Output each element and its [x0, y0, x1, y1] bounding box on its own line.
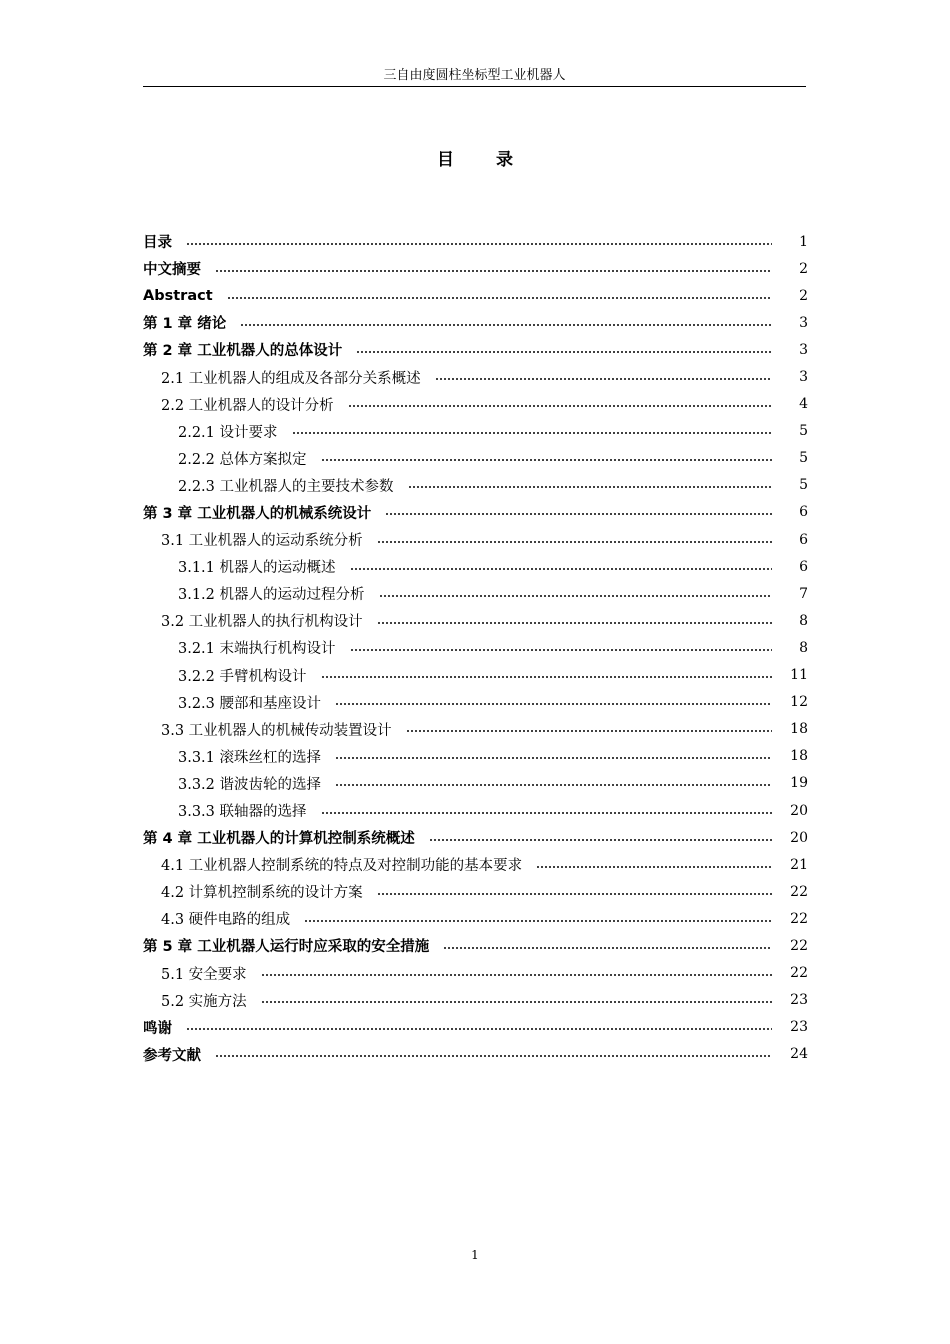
toc-entry-page: 8: [799, 639, 808, 656]
toc-entry-label: 3.2.2 手臂机构设计: [178, 668, 307, 685]
dot-leader: [261, 974, 772, 976]
dot-leader: [304, 920, 772, 922]
dot-leader: [379, 595, 772, 597]
toc-entry[interactable]: [143, 580, 808, 607]
toc-entry[interactable]: [143, 1014, 808, 1041]
toc-entry-label: 2.2.1 设计要求: [178, 424, 278, 441]
toc-entry-label: 3.1.1 机器人的运动概述: [178, 560, 336, 577]
toc-entry-page: 18: [790, 748, 808, 765]
dot-leader: [356, 351, 772, 353]
toc-entry-page: 3: [799, 369, 808, 386]
toc-entry-label: 鸣谢: [143, 1020, 172, 1037]
toc-entry-label: 2.2.2 总体方案拟定: [178, 451, 307, 468]
page-number: 1: [471, 1248, 479, 1262]
toc-entry[interactable]: [143, 255, 808, 282]
toc-entry-page: 5: [799, 450, 808, 467]
toc-entry[interactable]: [143, 282, 808, 309]
dot-leader: [186, 243, 772, 245]
toc-entry[interactable]: [143, 689, 808, 716]
toc-entry-page: 24: [790, 1046, 808, 1063]
toc-entry[interactable]: [143, 797, 808, 824]
toc-entry-label: 2.2.3 工业机器人的主要技术参数: [178, 478, 394, 495]
dot-leader: [321, 812, 772, 814]
toc-entry-label: 5.2 实施方法: [161, 993, 247, 1010]
toc-entry-label: 4.1 工业机器人控制系统的特点及对控制功能的基本要求: [161, 858, 523, 875]
toc-entry-page: 2: [799, 260, 808, 277]
dot-leader: [321, 676, 772, 678]
toc-entry-page: 1: [799, 233, 808, 250]
dot-leader: [261, 1001, 772, 1003]
toc-entry-label: 第 1 章 绪论: [143, 316, 227, 333]
toc-entry-page: 5: [799, 477, 808, 494]
toc-entry-label: 3.1 工业机器人的运动系统分析: [161, 533, 363, 550]
toc-entry[interactable]: [143, 662, 808, 689]
dot-leader: [215, 270, 772, 272]
toc-entry[interactable]: [143, 1041, 808, 1068]
toc-entry-label: 3.2.1 末端执行机构设计: [178, 641, 336, 658]
toc-entry-page: 3: [799, 341, 808, 358]
toc-entry-page: 22: [790, 965, 808, 982]
toc-entry-label: 3.3.3 联轴器的选择: [178, 804, 307, 821]
toc-entry-page: 3: [799, 314, 808, 331]
toc-entry-page: 22: [790, 883, 808, 900]
running-header: 三自由度圆柱坐标型工业机器人: [143, 66, 806, 87]
dot-leader: [377, 622, 772, 624]
toc-entry[interactable]: [143, 309, 808, 336]
toc-entry[interactable]: [143, 634, 808, 661]
toc-entry[interactable]: [143, 526, 808, 553]
toc-entry-page: 21: [790, 856, 808, 873]
dot-leader: [406, 730, 772, 732]
toc-entry[interactable]: [143, 932, 808, 959]
toc-entry-page: 20: [790, 802, 808, 819]
dot-leader: [377, 541, 772, 543]
toc-entry-page: 23: [790, 1019, 808, 1036]
dot-leader: [429, 839, 772, 841]
toc-entry[interactable]: [143, 960, 808, 987]
toc-entry-label: 第 2 章 工业机器人的总体设计: [143, 343, 343, 360]
toc-entry[interactable]: [143, 987, 808, 1014]
toc-entry-page: 20: [790, 829, 808, 846]
dot-leader: [227, 297, 772, 299]
toc-entry-label: 5.1 安全要求: [161, 966, 247, 983]
dot-leader: [215, 1055, 772, 1057]
toc-entry-page: 18: [790, 721, 808, 738]
toc-entry[interactable]: [143, 391, 808, 418]
toc-entry-label: 3.3 工业机器人的机械传动装置设计: [161, 722, 392, 739]
toc-entry-label: 2.2 工业机器人的设计分析: [161, 397, 334, 414]
toc-title: 目 录: [437, 150, 531, 170]
dot-leader: [186, 1028, 772, 1030]
dot-leader: [240, 324, 772, 326]
toc-entry[interactable]: [143, 878, 808, 905]
dot-leader: [350, 568, 772, 570]
toc-entry-page: 4: [799, 396, 808, 413]
toc-entry-label: 3.3.1 滚珠丝杠的选择: [178, 749, 322, 766]
dot-leader: [536, 866, 772, 868]
dot-leader: [348, 405, 772, 407]
toc-entry[interactable]: [143, 445, 808, 472]
toc-entry-page: 22: [790, 937, 808, 954]
toc-entry[interactable]: [143, 905, 808, 932]
toc-entry-page: 23: [790, 992, 808, 1009]
toc-entry[interactable]: [143, 743, 808, 770]
toc-entry-label: 参考文献: [143, 1047, 201, 1064]
dot-leader: [335, 784, 772, 786]
toc-entry[interactable]: [143, 553, 808, 580]
toc-entry-label: 4.3 硬件电路的组成: [161, 912, 291, 929]
dot-leader: [443, 947, 772, 949]
dot-leader: [435, 378, 772, 380]
toc-entry-label: 3.2 工业机器人的执行机构设计: [161, 614, 363, 631]
toc-entry-page: 5: [799, 423, 808, 440]
toc-entry[interactable]: [143, 824, 808, 851]
dot-leader: [385, 513, 772, 515]
toc-entry-page: 6: [799, 504, 808, 521]
toc-entry[interactable]: [143, 363, 808, 390]
toc-entry[interactable]: [143, 716, 808, 743]
toc-entry[interactable]: [143, 472, 808, 499]
toc-entry-label: 中文摘要: [143, 262, 201, 279]
toc-entry-page: 2: [799, 287, 808, 304]
toc-entry-page: 12: [790, 694, 808, 711]
toc-entry-label: 目录: [143, 235, 172, 252]
toc-entry[interactable]: [143, 851, 808, 878]
toc-entry-label: 3.1.2 机器人的运动过程分析: [178, 587, 365, 604]
dot-leader: [408, 486, 772, 488]
toc-entry[interactable]: [143, 607, 808, 634]
table-of-contents: [143, 228, 808, 1068]
toc-entry-label: 第 4 章 工业机器人的计算机控制系统概述: [143, 831, 415, 848]
toc-entry-label: 3.2.3 腰部和基座设计: [178, 695, 322, 712]
toc-entry-page: 6: [799, 558, 808, 575]
toc-entry-page: 7: [799, 585, 808, 602]
dot-leader: [350, 649, 772, 651]
dot-leader: [292, 432, 772, 434]
toc-entry-label: 3.3.2 谐波齿轮的选择: [178, 776, 322, 793]
toc-entry[interactable]: [143, 336, 808, 363]
toc-entry[interactable]: [143, 770, 808, 797]
toc-entry-label: 第 5 章 工业机器人运行时应采取的安全措施: [143, 939, 430, 956]
toc-entry[interactable]: [143, 228, 808, 255]
toc-entry-label: 2.1 工业机器人的组成及各部分关系概述: [161, 370, 421, 387]
dot-leader: [377, 893, 772, 895]
toc-entry-page: 8: [799, 612, 808, 629]
toc-entry-label: 4.2 计算机控制系统的设计方案: [161, 885, 363, 902]
toc-entry[interactable]: [143, 499, 808, 526]
toc-entry-page: 19: [790, 775, 808, 792]
toc-entry[interactable]: [143, 418, 808, 445]
toc-entry-page: 22: [790, 910, 808, 927]
dot-leader: [321, 459, 772, 461]
toc-entry-label: 第 3 章 工业机器人的机械系统设计: [143, 505, 372, 522]
dot-leader: [335, 757, 772, 759]
toc-entry-page: 6: [799, 531, 808, 548]
toc-entry-page: 11: [790, 667, 808, 684]
dot-leader: [335, 703, 772, 705]
toc-entry-label: Abstract: [143, 287, 213, 304]
